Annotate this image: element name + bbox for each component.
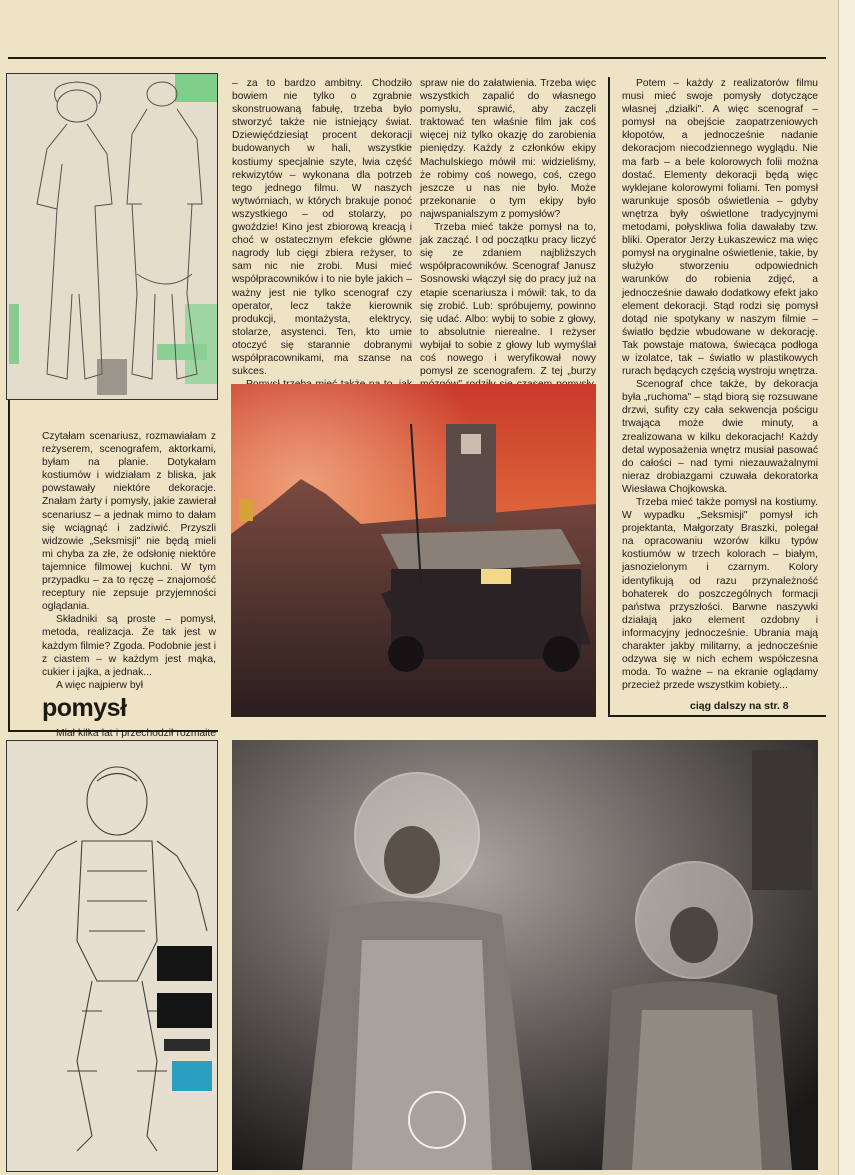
col1-paragraph: A więc najpierw był [56, 679, 143, 691]
page-edge [838, 0, 855, 1175]
col4-paragraph: Potem – każdy z realizatorów filmu musi mieć swoje pomysły dotyczące własnej „działki". A więc scenograf – pomysł na obejście zaopatrzeniowych kłopotów, a jednocześnie nadanie dekoracjom niecodziennego wyglądu. Nie ma farb – a bele kolorowych folii można dostać. Elementy dekoracji będą więc wyklejane kolorowymi foliami. Ten pomysł warunkuje sposób oświetlenia – gdyby wnętrza były oświetlone tradycyjnymi metodami, połyskliwa folia dawałaby tzw. bliki. Operator Jerzy Łukaszewicz ma więc pomysł na oryginalne oświetlenie, takie, by służyło stworzeniu odpowiednich warunków do robienia zdjęć, a jednocześnie dawało dodatkowy efekt jako element dekoracji. Stąd rodzi się pomysł dotąd nie spotykany w naszym filmie – światło będzie wbudowane w dekorację. Tak powstaje matowa, świecąca podłoga w izolatce, tak – światło w plastikowych rurach będących częścią wystroju wnętrza. [622, 78, 818, 378]
col1-paragraph: Czytałam scenariusz, rozmawiałam z reżyserem, scenografem, aktorkami, byłam na planie. Dotykałam kostiumów i widziałam z bliska, jak powstawały niektóre dekoracje. Znałam żarty i pomysły, jakie zawierał scenariusz – a jednak mimo to dałam się wciągnąć i zadziwić. Przyszli widzowie „Seksmisji" nie będą mieli mi chyba za złe, że odsłonię niektóre tajemnice filmowej kuchni. W tym przypadku – za to ręczę – znajomość receptury nie zepsuje przyjemności oglądania. [42, 431, 216, 613]
astronauts-photo [232, 740, 818, 1170]
col4-paragraph: Trzeba mieć także pomysł na kostiumy. W wypadku „Seksmisji" pomysł ich projektanta, Małgorzaty Braszki, polegał na opracowaniu wzorów kilku typów kostiumów w trzech kolorach – białym, jasnozielonym i czarnym. Kolory identyfikują od razu przynależność bohaterek do poszczególnych formacji państwa przyszłości. Barwne naszywki działają jako element ozdobny i informacyjny jednocześnie. Ubrania mają charakter jakby militarny, a jednocześnie odzywa się w nich echem współczesna moda. To ważne – na ekranie oglądamy przecież przede wszystkim kobiety... [622, 497, 818, 692]
col3-paragraph: spraw nie do załatwienia. Trzeba więc wszystkich zapalić do własnego pomysłu, sprawić, aby zaczęli traktować ten właśnie film jak coś więcej niż tylko okazję do zarobienia pieniędzy. Każdy z członków ekipy Machulskiego mówił mi: widzieliśmy, że robimy coś nowego, coś, czego jeszcze u nas nie było. Może przekonanie o tym ekipy było najwspanialszym z pomysłów? [420, 78, 596, 220]
column-3 [420, 77, 596, 431]
column-bottom-rule [608, 715, 826, 717]
col1-paragraph: Składniki są proste – pomysł, metoda, realizacja. Że tak jest w każdym filmie? Zgoda. Podobnie jest i z ciastem – w każdym jest mąka, cukier i jajka, a jednak... [42, 614, 216, 678]
section-heading: pomysł [42, 693, 127, 722]
column-divider [608, 77, 610, 717]
col1-paragraph: Miał kilka lat i przechodził rozmaite [56, 727, 216, 739]
col3-paragraph: Trzeba mieć także pomysł na to, jak zacząć. I od początku pracy liczyć się ze zdaniem najbliższych współpracowników. Scenograf Janusz Sosnowski włączył się do pracy już na etapie scenariusza i mówił: tak, to da się zrobić. Lub: spróbujemy, powinno się udać. Albo: wybij to sobie z głowy, to absolutnie nierealne. I reżyser wybijał to sobie z głowy lub wymyślał coś nowego i weryfikował nowy pomysł ze scenografem. Z tej „burzy [420, 222, 596, 378]
continued-note: ciąg dalszy na str. 8 [690, 700, 789, 712]
column-4 [622, 77, 818, 692]
column-2 [232, 77, 412, 431]
spacesuit-sketch [6, 740, 218, 1172]
vehicle-photo [231, 384, 596, 717]
top-rule [8, 57, 826, 59]
col4-paragraph: Scenograf chce także, by dekoracja była „ruchoma" – stąd biorą się rozsuwane drzwi, sufity czy cała sekwencja pościgu trwająca może dwie minuty, a zrealizowana w kilku dekoracjach! Każdy detal wyposażenia wnętrz musiał pasować do całości – nad tymi niezauważalnymi nieraz drobiazgami czuwała dekoratorka Wiesława Chojkowska. [622, 379, 818, 495]
column-1 [42, 430, 216, 766]
costume-sketch [6, 73, 218, 400]
col2-paragraph: – za to bardzo ambitny. Chodziło bowiem nie tylko o zgrabnie skonstruowaną fabułę, trzeba było stworzyć także nie istniejący świat. Dziewięćdziesiąt procent dekoracji budowanych w hali, wszystkie kostiumy specjalnie szyte, lwia część rekwizytów – wykonana dla potrzeb tego jednego filmu. W naszych wytwórniach, w których brakuje ponoć wszystkiego – od stolarzy, po gwoździe! Kino jest zbiorową kreacją i choć w ostatecznym efekcie główne nagrody lub cięgi zbiera reżyser, to sam nic nie zrobi. Musi mieć współpracowników i to nie byle jakich – ważny jest nie tylko scenograf czy operator, lecz także kierownik produkcji, montażysta, elektrycy, stolarze, asystenci. Ten, kto umie otoczyć się starannie dobranymi współpracownikami, ma szanse na sukces. [232, 78, 412, 378]
